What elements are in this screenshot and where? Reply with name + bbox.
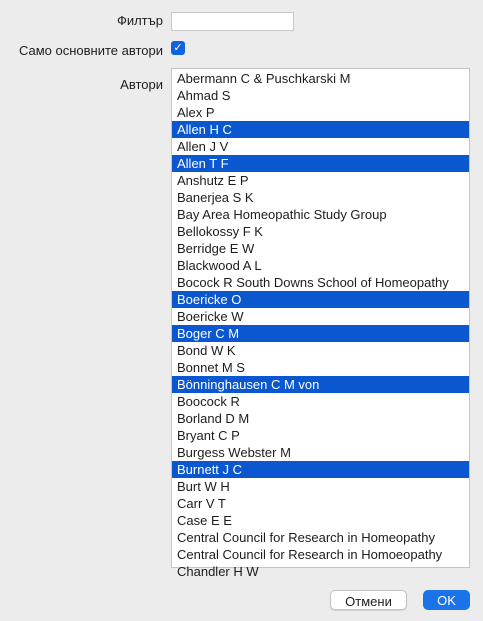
author-list-item[interactable]: Berridge E W	[177, 241, 255, 256]
author-list-item[interactable]: Boericke W	[177, 309, 244, 324]
author-list-item[interactable]: Carr V T	[177, 496, 226, 511]
author-list-item[interactable]: Allen T F	[172, 155, 469, 172]
author-list-item[interactable]: Boger C M	[172, 325, 469, 342]
author-list-item[interactable]: Bryant C P	[177, 428, 240, 443]
main-authors-only-checkbox[interactable]	[171, 41, 185, 55]
author-list-item[interactable]: Allen J V	[177, 139, 229, 154]
filter-input[interactable]	[171, 12, 294, 31]
author-list-item[interactable]: Bönninghausen C M von	[172, 376, 469, 393]
author-list-item[interactable]: Alex P	[177, 105, 215, 120]
checkmark-icon: ✓	[173, 42, 183, 54]
author-list-item[interactable]: Burt W H	[177, 479, 230, 494]
main-authors-only-label: Само основните автори	[18, 43, 163, 58]
author-list-item[interactable]: Bond W K	[177, 343, 236, 358]
author-list-item[interactable]: Ahmad S	[177, 88, 231, 103]
author-list-item[interactable]: Abermann C & Puschkarski M	[177, 71, 351, 86]
author-list-item[interactable]: Banerjea S K	[177, 190, 254, 205]
author-list-item[interactable]: Burnett J C	[172, 461, 469, 478]
author-list-item[interactable]: Anshutz E P	[177, 173, 249, 188]
authors-label: Автори	[120, 77, 163, 92]
author-list-item[interactable]: Burgess Webster M	[177, 445, 291, 460]
authors-list[interactable]	[171, 68, 470, 579]
author-list-item[interactable]: Bay Area Homeopathic Study Group	[177, 207, 387, 222]
author-list-item[interactable]: Bocock R South Downs School of Homeopathy	[177, 275, 449, 290]
author-list-item[interactable]: Borland D M	[177, 411, 250, 426]
author-list-item[interactable]: Bellokossy F K	[177, 224, 263, 239]
filter-label: Филтър	[116, 13, 163, 28]
author-list-item[interactable]: Case E E	[177, 513, 232, 528]
author-list-item[interactable]: Central Council for Research in Homeopathy	[177, 530, 435, 545]
author-list-item[interactable]: Central Council for Research in Homoeopathy	[177, 547, 443, 562]
author-list-item[interactable]: Boericke O	[172, 291, 469, 308]
ok-button[interactable]: OK	[423, 590, 470, 610]
author-list-item[interactable]: Blackwood A L	[177, 258, 262, 273]
cancel-button[interactable]: Отмени	[330, 590, 407, 610]
author-list-item[interactable]: Allen H C	[172, 121, 469, 138]
author-list-item[interactable]: Boocock R	[177, 394, 240, 409]
authors-list-rows	[172, 70, 469, 580]
author-list-item[interactable]: Bonnet M S	[177, 360, 245, 375]
author-list-item[interactable]: Chandler H W	[177, 564, 259, 579]
